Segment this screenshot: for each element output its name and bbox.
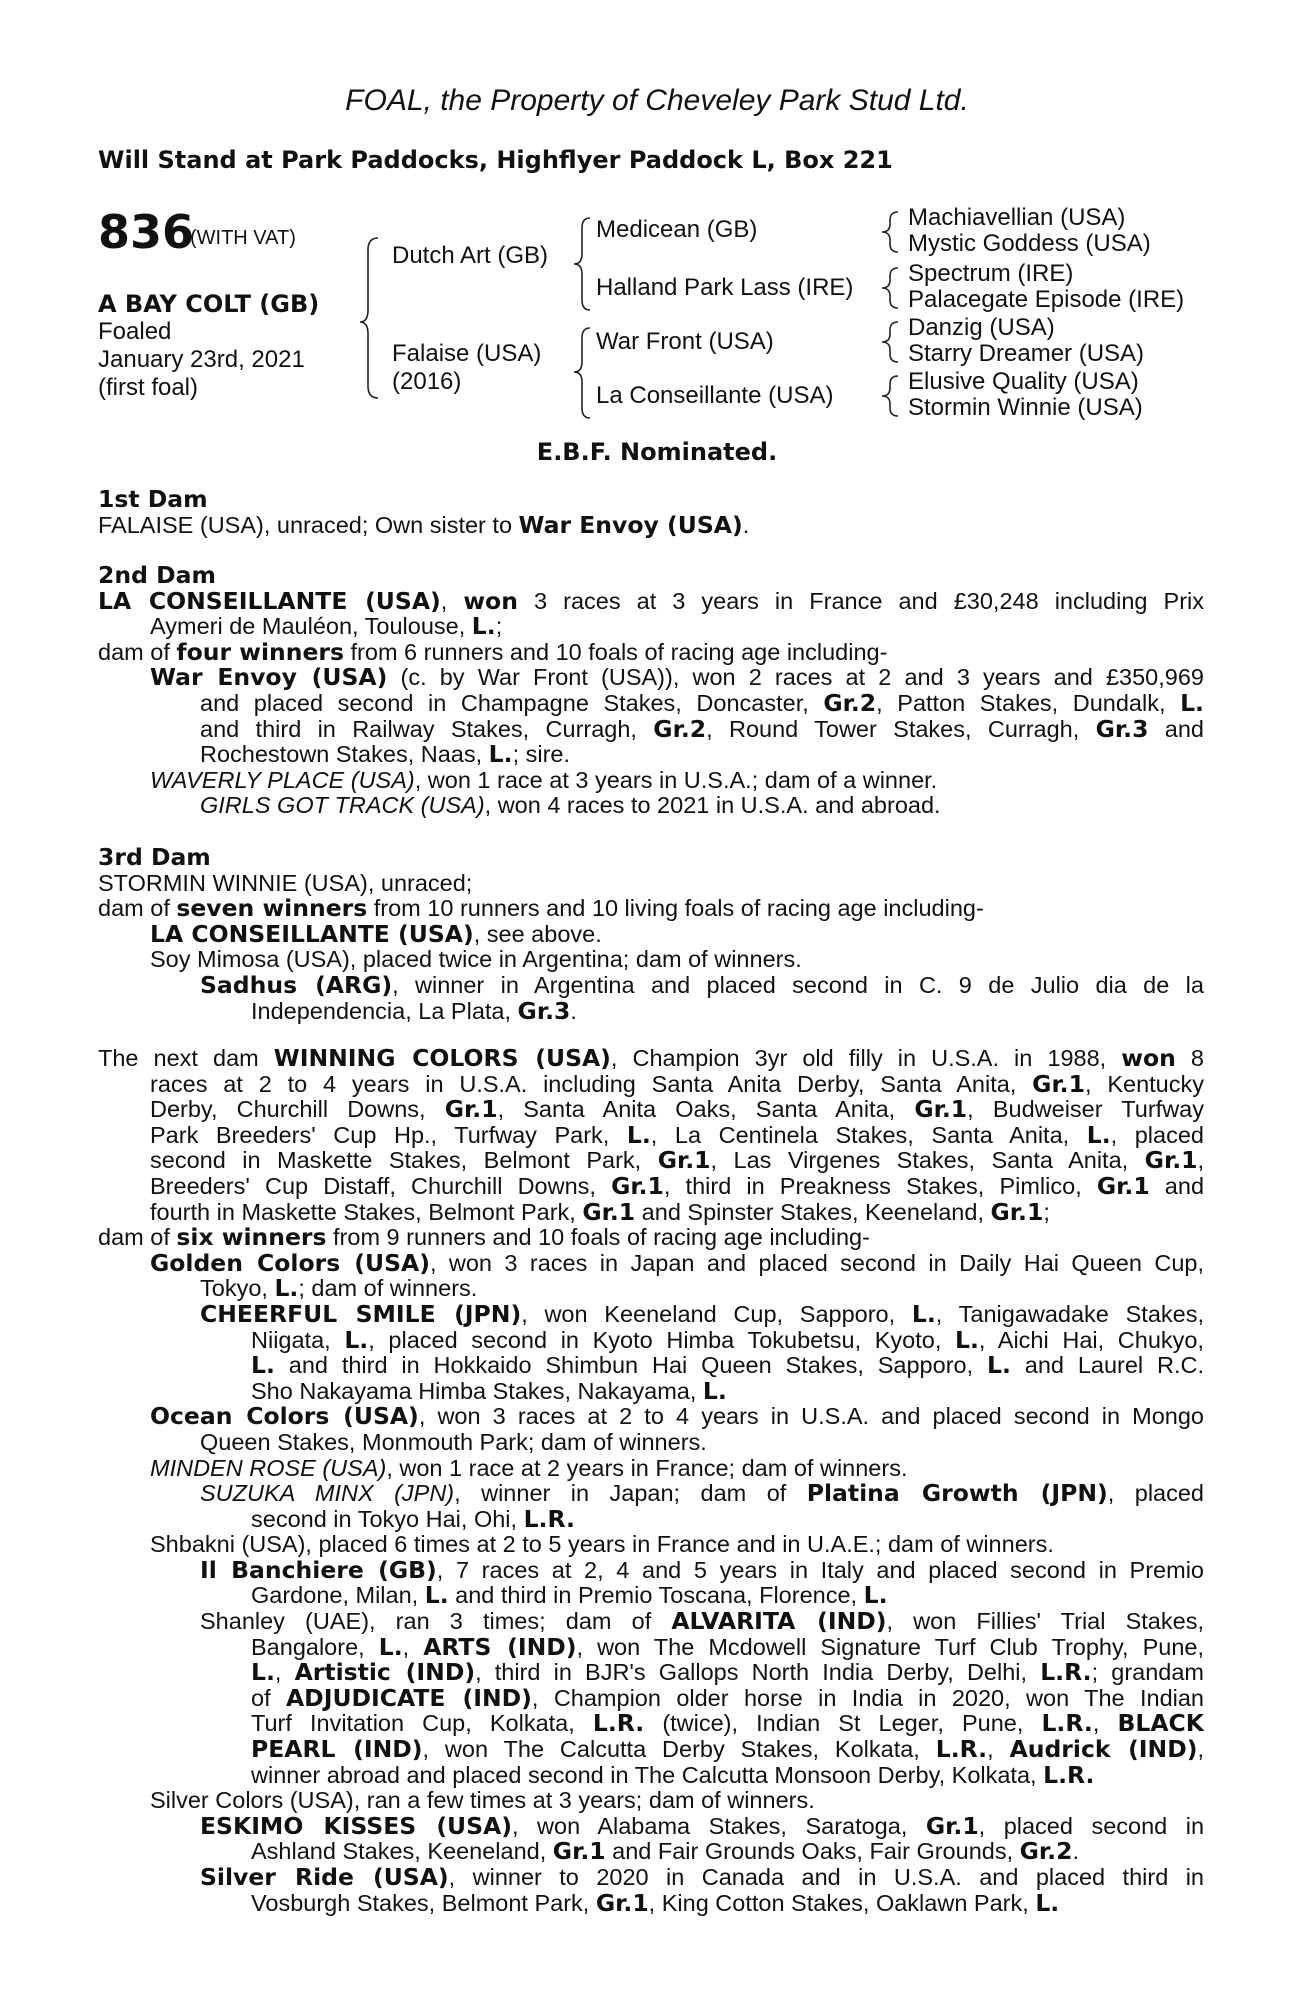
pedigree-dds: Elusive Quality (USA) bbox=[908, 368, 1139, 395]
text: ; dam of winners. bbox=[298, 1275, 478, 1302]
text-bold: L. bbox=[1035, 1888, 1060, 1917]
ebf-nominated: E.B.F. Nominated. bbox=[536, 438, 778, 466]
text-bold: L.R. bbox=[1041, 1711, 1093, 1738]
text-bold: L. bbox=[471, 612, 496, 641]
text-bold: Gr.3 bbox=[517, 996, 571, 1025]
text: , see above. bbox=[473, 920, 602, 947]
text-bold: Il Banchiere (GB) bbox=[200, 1557, 437, 1584]
line bbox=[98, 1814, 1204, 1840]
text-bold: L. bbox=[911, 1301, 936, 1328]
line bbox=[98, 1197, 1204, 1226]
text: , Budweiser Turfway bbox=[967, 1097, 1204, 1123]
text: (c. by War Front (USA)), won 2 races at 2 and 3 years and £350,969 bbox=[387, 665, 1204, 691]
line bbox=[98, 1760, 1204, 1789]
text-bold: War Envoy (USA) bbox=[518, 510, 743, 539]
brace-halland bbox=[882, 268, 898, 308]
line bbox=[98, 1456, 1204, 1482]
text: from 9 runners and 10 foals of racing age including- bbox=[326, 1224, 870, 1251]
text: , won Alabama Stakes, Saratoga, bbox=[512, 1813, 926, 1839]
line bbox=[98, 1839, 1204, 1865]
text: ; bbox=[495, 613, 503, 640]
line bbox=[98, 1225, 1204, 1251]
text: of bbox=[251, 1685, 286, 1711]
pedigree-dam-sire: War Front (USA) bbox=[596, 328, 774, 355]
text: , Tanigawadake Stakes, bbox=[935, 1301, 1204, 1327]
text: winner abroad and placed second in The Calcutta Monsoon Derby, Kolkata, bbox=[251, 1761, 1044, 1788]
text-bold: Gr.1 bbox=[1144, 1148, 1198, 1174]
line bbox=[98, 1558, 1204, 1584]
text-bold: four winners bbox=[176, 637, 344, 666]
text: Park Breeders' Cup Hp., Turfway Park, bbox=[150, 1122, 627, 1148]
text: Sho Nakayama Himba Stakes, Nakayama, bbox=[251, 1377, 703, 1404]
line bbox=[98, 1504, 1204, 1533]
text-bold: Gr.1 bbox=[1032, 1071, 1085, 1098]
text-bold: L. bbox=[424, 1581, 449, 1610]
text-bold: War Envoy (USA) bbox=[150, 665, 388, 691]
text: , winner in Japan; dam of bbox=[454, 1481, 807, 1507]
text: and Fair Grounds Oaks, Fair Grounds, bbox=[605, 1838, 1020, 1865]
text-bold: L. bbox=[488, 740, 513, 769]
text: and third in Railway Stakes, Curragh, bbox=[200, 716, 654, 742]
text-bold: L. bbox=[344, 1327, 369, 1354]
text: , Aichi Hai, Chukyo, bbox=[978, 1327, 1204, 1353]
text: second in Maskette Stakes, Belmont Park, bbox=[150, 1148, 658, 1174]
line bbox=[98, 1481, 1204, 1507]
text-bold: L. bbox=[1180, 690, 1204, 717]
text: , bbox=[440, 588, 464, 614]
line bbox=[98, 1711, 1204, 1737]
first-dam-heading: 1st Dam bbox=[98, 485, 208, 513]
text-bold: CHEERFUL SMILE (JPN) bbox=[200, 1301, 522, 1328]
text: , bbox=[402, 1634, 424, 1660]
text: , won The Mcdowell Signature Turf Club Trophy, Pune, bbox=[576, 1634, 1204, 1660]
text-bold: WINNING COLORS (USA) bbox=[273, 1046, 611, 1072]
text: (twice), Indian St Leger, Pune, bbox=[644, 1711, 1042, 1737]
text-bold: ALVARITA (IND) bbox=[671, 1609, 887, 1635]
text-italic: MINDEN ROSE (USA) bbox=[150, 1454, 387, 1481]
text: ; grandam bbox=[1091, 1660, 1204, 1686]
text: , bbox=[1197, 1737, 1204, 1763]
line bbox=[98, 1888, 1204, 1917]
text: , won 3 races in Japan and placed second in Daily Hai Queen Cup, bbox=[429, 1250, 1204, 1276]
text-bold: ARTS (IND) bbox=[423, 1634, 577, 1661]
text-bold: PEARL (IND) bbox=[251, 1737, 423, 1763]
line bbox=[98, 717, 1204, 743]
line bbox=[98, 1097, 1204, 1123]
text: and third in Hokkaido Shimbun Hai Queen Stakes, Sapporo, bbox=[274, 1353, 987, 1379]
brace-sire-side bbox=[574, 218, 590, 310]
text: , third in BJR's Gallops North India Derby, Delhi, bbox=[475, 1660, 1041, 1686]
brace-generation-1 bbox=[360, 238, 378, 398]
second-dam-section bbox=[98, 563, 1204, 819]
text-bold: LA CONSEILLANTE (USA) bbox=[150, 919, 474, 948]
line bbox=[98, 1328, 1204, 1354]
text-bold: BLACK bbox=[1117, 1711, 1204, 1738]
text: Bangalore, bbox=[251, 1634, 379, 1660]
text: from 10 runners and 10 living foals of racing age including- bbox=[367, 895, 984, 922]
text: dam of bbox=[98, 1224, 177, 1251]
line: Queen Stakes, Monmouth Park; dam of winners. bbox=[200, 1428, 707, 1455]
text-bold: Gr.1 bbox=[657, 1148, 711, 1174]
text: FALAISE (USA), unraced; Own sister to bbox=[98, 511, 519, 538]
line bbox=[98, 1353, 1204, 1379]
line bbox=[98, 896, 1204, 922]
text-italic: GIRLS GOT TRACK (USA) bbox=[200, 792, 485, 819]
line bbox=[98, 1251, 1204, 1277]
horse-name: A BAY COLT (GB) bbox=[98, 290, 320, 318]
text: Gardone, Milan, bbox=[251, 1582, 425, 1609]
line: Silver Colors (USA), ran a few times at 3 years; dam of winners. bbox=[150, 1787, 815, 1814]
text: Independencia, La Plata, bbox=[251, 997, 518, 1024]
text-bold: L. bbox=[702, 1376, 727, 1405]
pedigree-sdd: Palacegate Episode (IRE) bbox=[908, 286, 1185, 313]
text: Rochestown Stakes, Naas, bbox=[200, 741, 489, 768]
pedigree-sire: Dutch Art (GB) bbox=[392, 242, 549, 269]
text-bold: Gr.1 bbox=[595, 1888, 649, 1917]
text: , Kentucky bbox=[1084, 1071, 1204, 1097]
line bbox=[98, 1686, 1204, 1712]
line: Shbakni (USA), placed 6 times at 2 to 5 years in France and in U.A.E.; dam of winners. bbox=[150, 1531, 1054, 1558]
line bbox=[98, 1404, 1204, 1430]
text-bold: Gr.1 bbox=[914, 1097, 968, 1123]
line bbox=[98, 637, 1204, 666]
text: ; sire. bbox=[512, 741, 571, 768]
text: and Spinster Stakes, Keeneland, bbox=[635, 1198, 991, 1225]
text: Ashland Stakes, Keeneland, bbox=[251, 1838, 553, 1865]
line bbox=[98, 589, 1204, 615]
text: , placed second in Kyoto Himba Tokubetsu, Kyoto, bbox=[368, 1327, 956, 1353]
lot-number: 836 bbox=[98, 205, 195, 259]
text: Breeders' Cup Distaff, Churchill Downs, bbox=[150, 1173, 612, 1199]
next-dam-section bbox=[98, 1046, 1204, 1916]
text: fourth in Maskette Stakes, Belmont Park, bbox=[150, 1198, 583, 1225]
text: Vosburgh Stakes, Belmont Park, bbox=[251, 1889, 596, 1916]
text: . bbox=[742, 511, 750, 538]
text-bold: Gr.1 bbox=[925, 1813, 979, 1840]
pedigree-dam: Falaise (USA) bbox=[392, 340, 542, 367]
text-bold: won bbox=[1121, 1046, 1176, 1072]
text-bold: Ocean Colors (USA) bbox=[150, 1404, 419, 1430]
brace-dam-side bbox=[574, 328, 590, 418]
text: and placed second in Champagne Stakes, Doncaster, bbox=[200, 690, 824, 716]
text-bold: L. bbox=[626, 1122, 651, 1149]
text-bold: Gr.1 bbox=[582, 1197, 636, 1226]
text: , placed second in bbox=[978, 1813, 1204, 1839]
text-bold: L.R. bbox=[523, 1504, 575, 1533]
text: Derby, Churchill Downs, bbox=[150, 1097, 445, 1123]
text: Turf Invitation Cup, Kolkata, bbox=[251, 1711, 593, 1737]
line bbox=[98, 1660, 1204, 1686]
text-bold: L. bbox=[986, 1353, 1011, 1379]
text: dam of bbox=[98, 895, 177, 922]
text-bold: LA CONSEILLANTE (USA) bbox=[98, 588, 441, 615]
third-dam-heading: 3rd Dam bbox=[98, 843, 211, 871]
pedigree-sire-dam: Halland Park Lass (IRE) bbox=[596, 274, 854, 301]
text-bold: L. bbox=[863, 1581, 888, 1610]
text: from 6 runners and 10 foals of racing age including- bbox=[344, 638, 888, 665]
text: , 7 races at 2, 4 and 5 years in Italy and placed second in Premio bbox=[436, 1557, 1204, 1583]
line bbox=[98, 1123, 1204, 1149]
text: Tokyo, bbox=[200, 1275, 275, 1302]
line bbox=[98, 1609, 1204, 1635]
text: and third in Premio Toscana, Florence, bbox=[448, 1582, 864, 1609]
line bbox=[98, 1148, 1204, 1174]
text: Niigata, bbox=[251, 1327, 345, 1353]
text-bold: L. bbox=[378, 1634, 403, 1661]
text: , Champion 3yr old filly in U.S.A. in 1988, bbox=[610, 1046, 1122, 1071]
text: , won Fillies' Trial Stakes, bbox=[886, 1609, 1204, 1635]
text: and bbox=[1148, 716, 1204, 742]
text: Aymeri de Mauléon, Toulouse, bbox=[150, 613, 472, 640]
line bbox=[98, 742, 1204, 768]
text: , Round Tower Stakes, Curragh, bbox=[706, 716, 1096, 742]
line bbox=[98, 768, 1204, 794]
text-bold: Platina Growth (JPN) bbox=[806, 1481, 1108, 1507]
foaled-date: January 23rd, 2021 bbox=[98, 346, 305, 373]
foal-note: (first foal) bbox=[98, 374, 199, 401]
text: 8 bbox=[1175, 1046, 1204, 1071]
text: , won 4 races to 2021 in U.S.A. and abroad. bbox=[484, 792, 941, 819]
pedigree-sire-sire: Medicean (GB) bbox=[596, 216, 758, 243]
brace-la-conseillante bbox=[882, 376, 898, 416]
page-title: FOAL, the Property of Cheveley Park Stud Ltd. bbox=[345, 84, 969, 117]
second-dam-heading: 2nd Dam bbox=[98, 561, 216, 589]
line bbox=[98, 691, 1204, 717]
text-bold: Artistic (IND) bbox=[294, 1660, 476, 1686]
text: , placed bbox=[1107, 1481, 1204, 1507]
brace-medicean bbox=[882, 212, 898, 252]
line bbox=[98, 614, 1204, 640]
text-bold: Gr.2 bbox=[1019, 1837, 1073, 1866]
text: second in Tokyo Hai, Ohi, bbox=[251, 1505, 524, 1532]
pedigree-ddd: Stormin Winnie (USA) bbox=[908, 394, 1143, 421]
text-bold: Gr.1 bbox=[990, 1197, 1044, 1226]
text-bold: Silver Ride (USA) bbox=[200, 1865, 449, 1891]
line bbox=[98, 665, 1204, 691]
line bbox=[98, 1583, 1204, 1609]
pedigree-dam-year: (2016) bbox=[392, 368, 462, 395]
text-bold: Gr.2 bbox=[823, 690, 877, 717]
text: , placed bbox=[1110, 1122, 1204, 1148]
text: . bbox=[1072, 1838, 1079, 1865]
text: , Las Virgenes Stakes, Santa Anita, bbox=[710, 1148, 1145, 1174]
line bbox=[98, 1635, 1204, 1661]
text: , La Centinela Stakes, Santa Anita, bbox=[650, 1122, 1087, 1148]
text-bold: L.R. bbox=[592, 1711, 645, 1738]
text: Shanley (UAE), ran 3 times; dam of bbox=[200, 1609, 672, 1635]
pedigree-dss: Danzig (USA) bbox=[908, 314, 1055, 341]
text-bold: Gr.2 bbox=[653, 716, 707, 743]
text-bold: Sadhus (ARG) bbox=[200, 972, 393, 999]
text-bold: L. bbox=[251, 1660, 275, 1686]
text: , bbox=[1092, 1711, 1118, 1737]
first-dam-line bbox=[98, 510, 1204, 539]
line bbox=[98, 1376, 1204, 1405]
text-bold: seven winners bbox=[176, 894, 368, 923]
text: , Champion older horse in India in 2020, won The Indian bbox=[531, 1685, 1204, 1711]
text-bold: won bbox=[463, 588, 518, 615]
text: races at 2 to 4 years in U.S.A. including Santa Anita Derby, Santa Anita, bbox=[150, 1071, 1033, 1097]
text-bold: L.R. bbox=[935, 1737, 988, 1763]
text: ; bbox=[1043, 1198, 1050, 1225]
line bbox=[98, 1046, 1204, 1072]
text-bold: ESKIMO KISSES (USA) bbox=[200, 1813, 512, 1840]
text: , won The Calcutta Derby Stakes, Kolkata, bbox=[422, 1737, 936, 1763]
line: STORMIN WINNIE (USA), unraced; bbox=[98, 869, 473, 896]
text: , King Cotton Stakes, Oaklawn Park, bbox=[648, 1889, 1036, 1916]
text: , winner to 2020 in Canada and in U.S.A. and placed third in bbox=[448, 1865, 1204, 1890]
text-bold: Audrick (IND) bbox=[1009, 1737, 1198, 1763]
line: Soy Mimosa (USA), placed twice in Argentina; dam of winners. bbox=[150, 946, 802, 973]
text-bold: Gr.1 bbox=[444, 1097, 498, 1123]
pedigree-sds: Spectrum (IRE) bbox=[908, 260, 1074, 287]
text: , bbox=[1197, 1148, 1204, 1174]
text: , third in Preakness Stakes, Pimlico, bbox=[663, 1173, 1097, 1199]
text-italic: SUZUKA MINX (JPN) bbox=[200, 1481, 455, 1507]
text: 3 races at 3 years in France and £30,248 including Prix bbox=[517, 588, 1204, 614]
text: . bbox=[570, 997, 577, 1024]
line bbox=[98, 1072, 1204, 1098]
text-bold: six winners bbox=[176, 1223, 327, 1252]
text: , Santa Anita Oaks, Santa Anita, bbox=[497, 1097, 915, 1123]
text-italic: WAVERLY PLACE (USA) bbox=[150, 766, 415, 793]
stand-location: Will Stand at Park Paddocks, Highflyer Paddock L, Box 221 bbox=[98, 146, 893, 174]
pedigree-dam-dam: La Conseillante (USA) bbox=[596, 382, 834, 409]
third-dam-section bbox=[98, 845, 1204, 1024]
text-bold: Gr.1 bbox=[611, 1173, 664, 1200]
line bbox=[98, 919, 1204, 948]
pedigree-ssd: Mystic Goddess (USA) bbox=[908, 230, 1151, 257]
line bbox=[98, 793, 1204, 819]
text: , Patton Stakes, Dundalk, bbox=[876, 690, 1181, 716]
text-bold: L. bbox=[274, 1274, 299, 1303]
line bbox=[98, 1737, 1204, 1763]
text-bold: ADJUDICATE (IND) bbox=[286, 1685, 532, 1712]
pedigree-sss: Machiavellian (USA) bbox=[908, 204, 1126, 231]
text: The next dam bbox=[98, 1046, 274, 1071]
text: , bbox=[987, 1737, 1010, 1763]
text: , bbox=[274, 1660, 295, 1686]
text-bold: Gr.1 bbox=[552, 1837, 606, 1866]
text: , winner in Argentina and placed second in C. 9 de Julio dia de la bbox=[392, 972, 1204, 998]
text: and bbox=[1149, 1173, 1204, 1199]
text-bold: L. bbox=[251, 1353, 275, 1379]
line bbox=[98, 1302, 1204, 1328]
first-dam-section bbox=[98, 487, 1204, 538]
line bbox=[98, 1174, 1204, 1200]
text: , won Keeneland Cup, Sapporo, bbox=[521, 1301, 912, 1327]
brace-war-front bbox=[882, 322, 898, 362]
line bbox=[98, 996, 1204, 1025]
text: , won 1 race at 2 years in France; dam of winners. bbox=[386, 1454, 908, 1481]
text-bold: L.R. bbox=[1043, 1760, 1095, 1789]
text: dam of bbox=[98, 638, 177, 665]
foaled-label: Foaled bbox=[98, 318, 172, 345]
text: , won 3 races at 2 to 4 years in U.S.A. and placed second in Mongo bbox=[418, 1404, 1204, 1430]
text-bold: L.R. bbox=[1040, 1660, 1092, 1686]
text: and Laurel R.C. bbox=[1010, 1353, 1204, 1379]
text: , won 1 race at 3 years in U.S.A.; dam of a winner. bbox=[414, 766, 938, 793]
line bbox=[98, 973, 1204, 999]
line bbox=[98, 1276, 1204, 1302]
text-bold: Gr.3 bbox=[1095, 716, 1149, 743]
text-bold: L. bbox=[955, 1327, 979, 1354]
text-bold: Gr.1 bbox=[1096, 1173, 1150, 1200]
line bbox=[98, 1865, 1204, 1891]
text-bold: Golden Colors (USA) bbox=[150, 1250, 430, 1277]
text-bold: L. bbox=[1086, 1122, 1111, 1149]
pedigree-dsd: Starry Dreamer (USA) bbox=[908, 340, 1145, 367]
vat-note: (WITH VAT) bbox=[190, 227, 296, 249]
